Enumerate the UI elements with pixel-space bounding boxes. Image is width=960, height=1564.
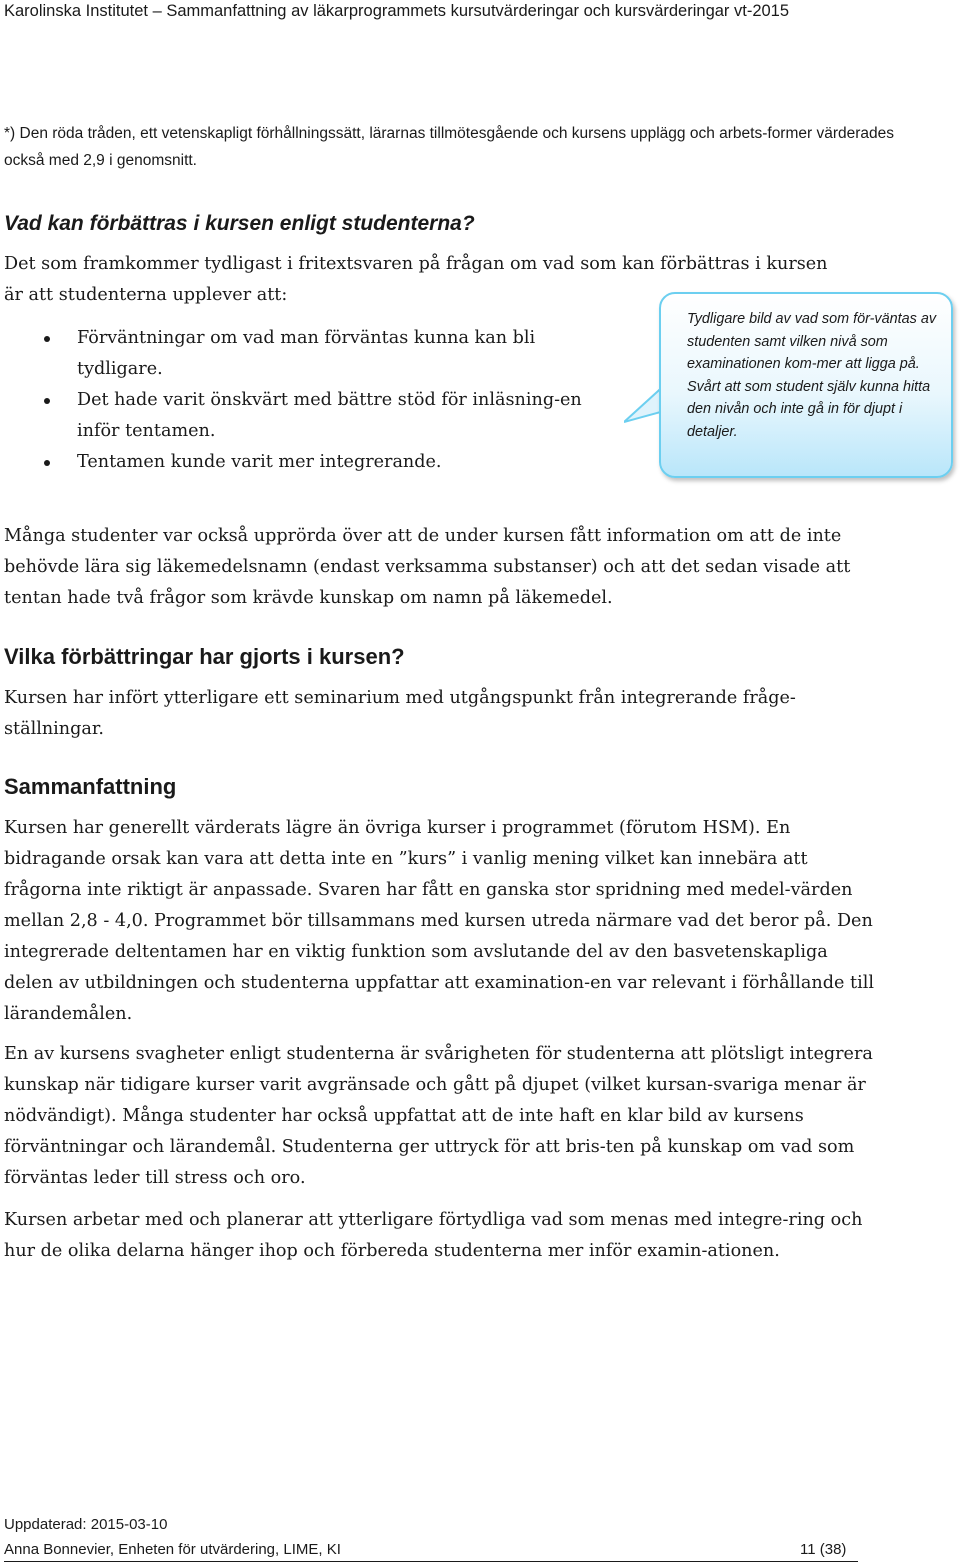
summary-paragraph-3: Kursen arbetar med och planerar att ytterligare förtydliga vad som menas med integre-ring och hur de olika delarna hänger ihop och förbereda studenterna mer inför examin-ationen. bbox=[4, 1210, 863, 1261]
bullet-icon bbox=[44, 398, 50, 404]
bullet-icon bbox=[44, 336, 50, 342]
improvement-bullet-list bbox=[4, 323, 624, 478]
upset-paragraph: Många studenter var också upprörda över att de under kursen fått information om att de inte behövde lära sig läkemedelsnamn (endast verksamma substanser) och att det sedan visade att tentan hade två frågor som krävde kunskap om namn på läkemedel. bbox=[4, 526, 851, 608]
footer-author: Anna Bonnevier, Enheten för utvärdering, LIME, KI bbox=[4, 1541, 341, 1558]
bullet-text: Förväntningar om vad man förväntas kunna kan bli tydligare. bbox=[77, 328, 536, 379]
bullet-text: Det hade varit önskvärt med bättre stöd för inläsning-en inför tentamen. bbox=[77, 390, 582, 441]
improve-question-heading: Vad kan förbättras i kursen enligt studenterna? bbox=[4, 212, 475, 235]
footer-page-number: 11 (38) bbox=[800, 1541, 847, 1558]
list-item bbox=[4, 447, 624, 478]
list-item bbox=[4, 385, 624, 447]
summary-paragraph-1: Kursen har generellt värderats lägre än övriga kurser i programmet (förutom HSM). En bidragande orsak kan vara att detta inte en ”kurs” i vanlig mening vilket kan innebära att frågorna inte riktigt är anpassade. Svaren har fått en ganska stor spridning med medel-värden mellan 2,8 - 4,0. Programmet bör tillsammans med kursen utreda närmare vad det beror på. Den integrerade deltentamen har en viktig funktion som avslutande del av den basvetenskapliga delen av utbildningen och studenterna uppfattar att examination-en var relevant i förhållande till lärandemålen. bbox=[4, 818, 874, 1024]
footer-divider bbox=[4, 1561, 858, 1562]
changes-heading: Vilka förbättringar har gjorts i kursen? bbox=[4, 644, 405, 669]
running-header: Karolinska Institutet – Sammanfattning av läkarprogrammets kursutvärderingar och kursvärderingar vt-2015 bbox=[4, 2, 790, 20]
improve-intro-paragraph: Det som framkommer tydligast i fritextsvaren på frågan om vad som kan förbättras i kursen är att studenterna upplever att: bbox=[4, 254, 828, 305]
bullet-text: Tentamen kunde varit mer integrerande. bbox=[77, 452, 442, 472]
callout-text: Tydligare bild av vad som för-väntas av studenten samt vilken nivå som examinationen kom-mer att ligga på. Svårt att som student själv kunna hitta den nivån och inte gå in för djupt i detaljer. bbox=[687, 311, 937, 440]
footnote: *) Den röda tråden, ett vetenskapligt förhållningssätt, lärarnas tillmötesgående och kursens upplägg och arbets-former värderades också med 2,9 i genomsnitt. bbox=[4, 125, 895, 169]
changes-paragraph: Kursen har infört ytterligare ett seminarium med utgångspunkt från integrerande fråge-ställningar. bbox=[4, 688, 796, 739]
summary-heading: Sammanfattning bbox=[4, 774, 177, 799]
student-quote-callout bbox=[659, 292, 953, 478]
list-item bbox=[4, 323, 624, 385]
summary-paragraph-2: En av kursens svagheter enligt studenterna är svårigheten för studenterna att plötsligt integrera kunskap när tidigare kurser varit avgränsade och gått på djupet (vilket kursan-svariga menar är nödvändigt). Många studenter har också uppfattat att de inte haft en klar bild av kursens förväntningar och lärandemål. Studenterna ger uttryck för att bris-ten på kunskap om vad som förväntas leder till stress och oro. bbox=[4, 1044, 873, 1188]
footer-updated: Uppdaterad: 2015-03-10 bbox=[4, 1516, 168, 1533]
bullet-icon bbox=[44, 460, 50, 466]
